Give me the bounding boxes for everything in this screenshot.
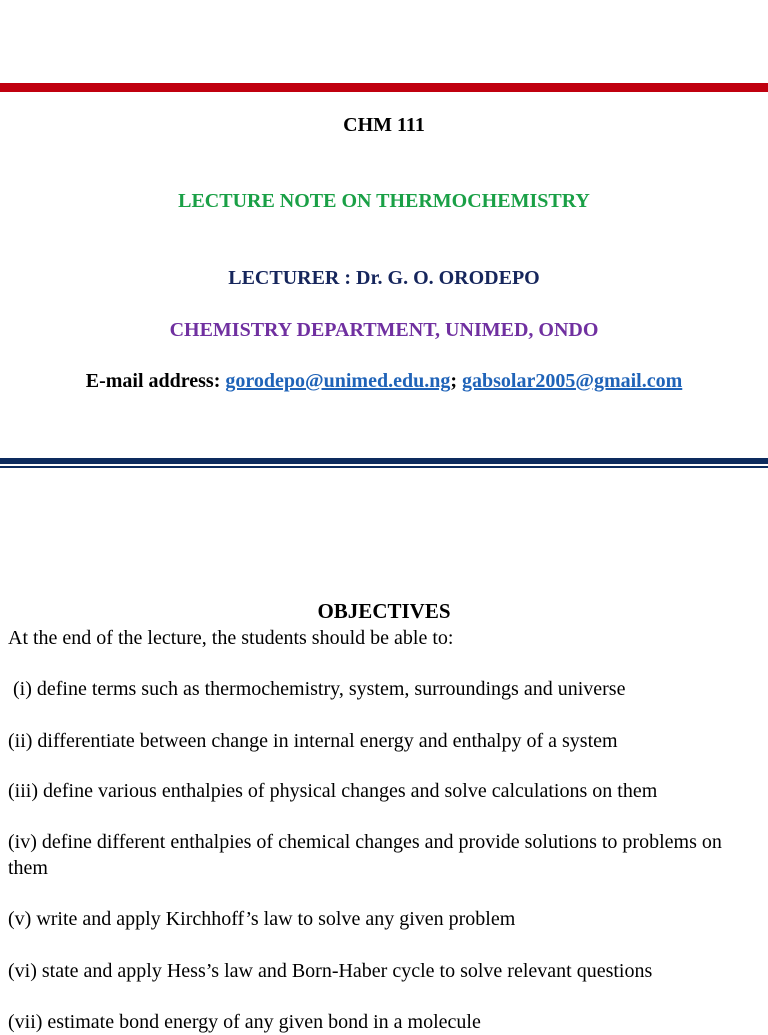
objective-item: (iii) define various enthalpies of physical changes and solve calculations on them: [8, 780, 658, 802]
objectives-heading: OBJECTIVES: [317, 599, 451, 623]
lecturer-name: LECTURER : Dr. G. O. ORODEPO: [228, 267, 540, 289]
objective-item: (v) write and apply Kirchhoff’s law to solve any given problem: [8, 908, 516, 930]
course-code: CHM 111: [343, 114, 425, 136]
lecture-title: LECTURE NOTE ON THERMOCHEMISTRY: [178, 190, 590, 212]
email-line: [0, 370, 768, 393]
top-red-divider: [0, 83, 768, 92]
email-link-primary[interactable]: gorodepo@unimed.edu.ng: [225, 370, 451, 392]
navy-divider-thin: [0, 466, 768, 468]
objectives-intro: At the end of the lecture, the students should be able to:: [8, 627, 454, 649]
department-name: CHEMISTRY DEPARTMENT, UNIMED, ONDO: [169, 319, 599, 341]
email-separator: ;: [450, 370, 462, 392]
objective-item: (iv) define different enthalpies of chemical changes and provide solutions to problems on them: [8, 831, 722, 879]
objective-item: (vi) state and apply Hess’s law and Born-Haber cycle to solve relevant questions: [8, 960, 653, 982]
navy-divider-thick: [0, 458, 768, 464]
email-label: E-mail address:: [85, 370, 226, 392]
objective-item: (ii) differentiate between change in internal energy and enthalpy of a system: [8, 730, 618, 752]
objective-item: (vii) estimate bond energy of any given bond in a molecule: [8, 1011, 481, 1033]
email-link-secondary[interactable]: gabsolar2005@gmail.com: [462, 370, 683, 392]
objective-item: (i) define terms such as thermochemistry, system, surroundings and universe: [13, 678, 626, 700]
